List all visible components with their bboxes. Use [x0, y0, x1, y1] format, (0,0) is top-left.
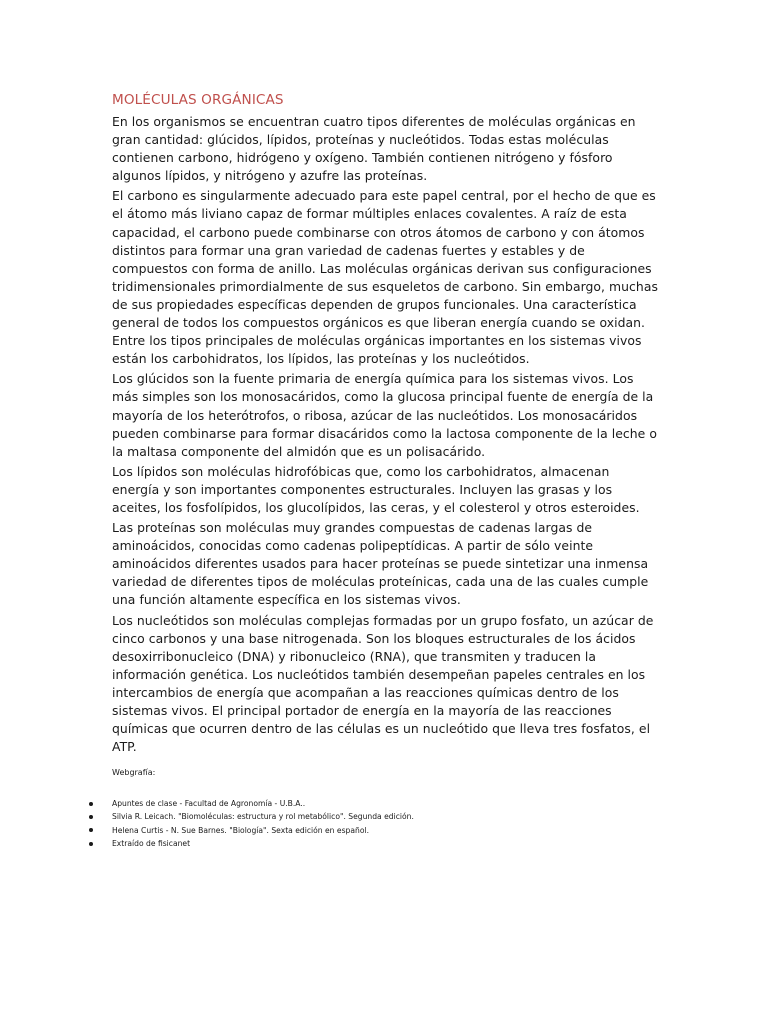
reference-item — [112, 797, 414, 810]
references-heading: Webgrafía: — [112, 768, 156, 777]
reference-item — [112, 837, 414, 850]
bullet-icon — [89, 842, 93, 846]
bullet-icon — [89, 815, 93, 819]
paragraph-glucids: Los glúcidos son la fuente primaria de energía química para los sistemas vivos. Los más simples son los monosacáridos, como la glucosa principal fuente de energía de la mayoría de los heterótrofos, o ribosa, azúcar de las nucleótidos. Los monosacáridos pueden combinarse para formar disacáridos como la lactosa componente de la leche o la maltasa componente del almidón que es un polisacárido. — [112, 371, 657, 459]
document-body — [112, 113, 660, 758]
reference-item — [112, 810, 414, 823]
reference-text: Helena Curtis - N. Sue Barnes. "Biología". Sexta edición en español. — [112, 825, 369, 835]
reference-item — [112, 824, 414, 837]
reference-text: Apuntes de clase - Facultad de Agronomía - U.B.A.. — [112, 799, 306, 808]
bullet-icon — [89, 802, 93, 806]
paragraph-intro: En los organismos se encuentran cuatro tipos diferentes de moléculas orgánicas en gran cantidad: glúcidos, lípidos, proteínas y nucleótidos. Todas estas moléculas contienen carbono, hidrógeno y oxígeno. También contienen nitrógeno y fósforo algunos lípidos, y nitrógeno y azufre las proteínas. — [112, 114, 636, 184]
document-title: MOLÉCULAS ORGÁNICAS — [112, 92, 284, 108]
reference-text: Extraído de fisicanet — [112, 839, 191, 849]
bullet-icon — [89, 828, 93, 832]
reference-text: Silvia R. Leicach. "Biomoléculas: estructura y rol metabólico". Segunda edición. — [112, 812, 414, 822]
paragraph-lipids: Los lípidos son moléculas hidrofóbicas que, como los carbohidratos, almacenan energía y son importantes componentes estructurales. Incluyen las grasas y los aceites, los fosfolípidos, los glucolípidos, las ceras, y el colesterol y otros esteroides. — [112, 463, 640, 515]
paragraph-carbon: El carbono es singularmente adecuado para este papel central, por el hecho de que es el átomo más liviano capaz de formar múltiples enlaces covalentes. A raíz de esta capacidad, el carbono puede combinarse con otros átomos de carbono y con átomos distintos para formar una gran variedad de cadenas fuertes y estables y de compuestos con forma de anillo. Las moléculas orgánicas derivan sus configuraciones tridimensionales primordialmente de sus esqueletos de carbono. Sin embargo, muchas de sus propiedades específicas dependen de grupos funcionales. Una característica general de todos los compuestos orgánicos es que liberan energía cuando se oxidan. Entre los tipos principales de moléculas orgánicas importantes en los sistemas vivos están los carbohidratos, los lípidos, las proteínas y los nucleótidos. — [112, 188, 658, 367]
paragraph-nucleotides: Los nucleótidos son moléculas complejas formadas por un grupo fosfato, un azúcar de cinco carbonos y una base nitrogenada. Son los bloques estructurales de los ácidos desoxirribonucleico (DNA) y ribonucleico (RNA), que transmiten y traducen la información genética. Los nucleótidos también desempeñan papeles centrales en los intercambios de energía que acompañan a las reacciones químicas dentro de los sistemas vivos. El principal portador de energía en la mayoría de las reacciones químicas que ocurren dentro de las células es un nucleótido que lleva tres fosfatos, el ATP. — [112, 612, 654, 755]
references-list — [112, 797, 414, 851]
paragraph-proteins: Las proteínas son moléculas muy grandes compuestas de cadenas largas de aminoácidos, conocidas como cadenas polipeptídicas. A partir de sólo veinte aminoácidos diferentes usados para hacer proteínas se puede sintetizar una inmensa variedad de diferentes tipos de moléculas proteínicas, cada una de las cuales cumple una función altamente específica en los sistemas vivos. — [112, 520, 649, 608]
